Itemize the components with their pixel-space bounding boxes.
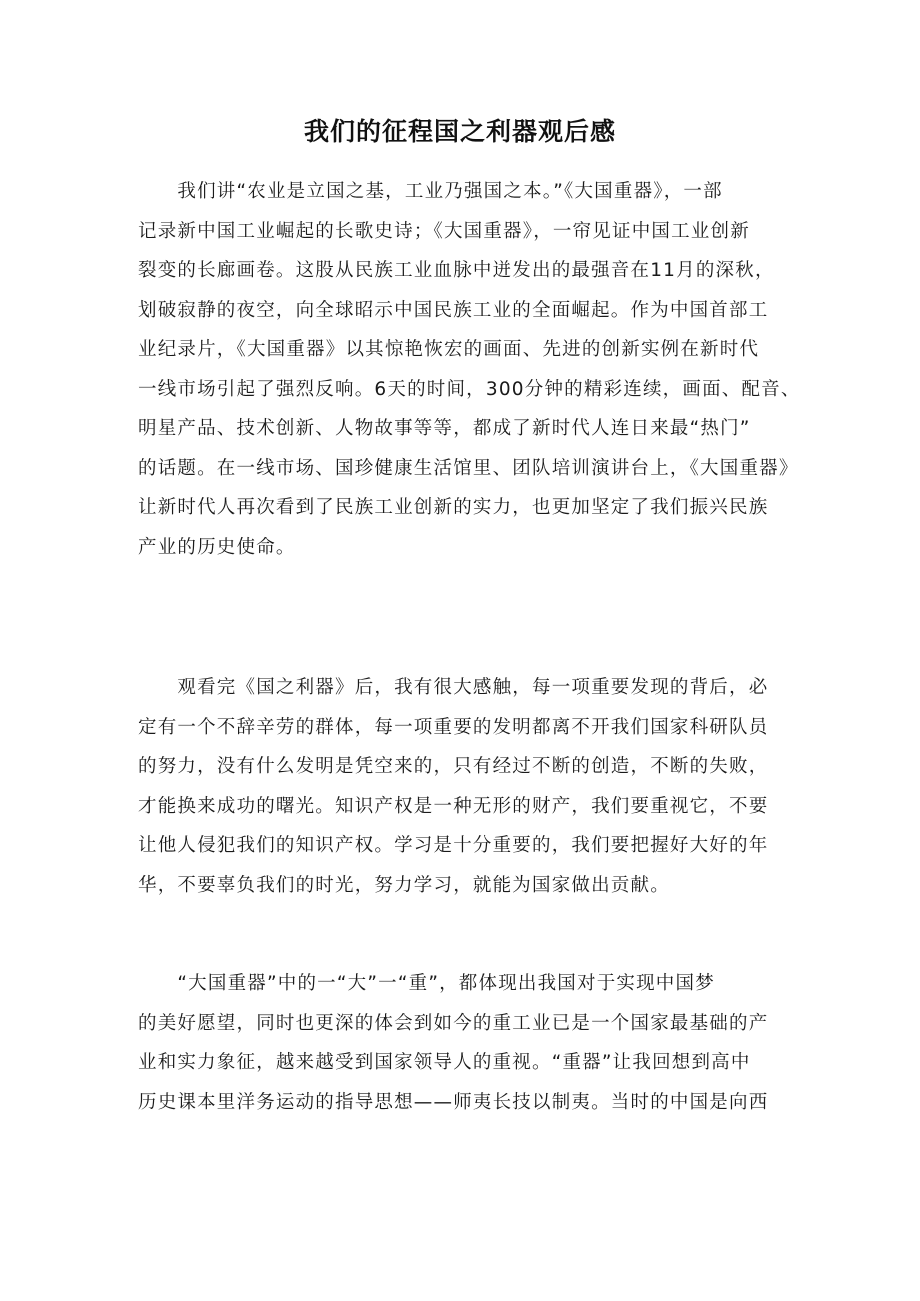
paragraph-line: 观看完《国之利器》后，我有很大感触，每一项重要发现的背后，必	[138, 677, 769, 698]
paragraph-line: 的美好愿望，同时也更深的体会到如今的重工业已是一个国家最基础的产	[138, 1012, 769, 1034]
paragraph-line: 裂变的长廊画卷。这股从民族工业血脉中迸发出的最强音在11月的深秋，	[138, 260, 775, 281]
paragraph-line: 的话题。在一线市场、国珍健康生活馆里、团队培训演讲台上，《大国重器》	[138, 457, 799, 479]
paragraph-line: 产业的历史使命。	[138, 536, 296, 558]
paragraph-line: “大国重器”中的一“大”一“重”，都体现出我国对于实现中国梦	[138, 973, 715, 994]
paragraph-line: 让他人侵犯我们的知识产权。学习是十分重要的，我们要把握好大好的年	[138, 835, 769, 856]
paragraph-line: 的努力，没有什么发明是凭空来的，只有经过不断的创造，不断的失败，	[138, 756, 769, 777]
paragraph-2	[138, 668, 786, 905]
paragraph-line: 一线市场引起了强烈反响。6天的时间，300分钟的精彩连续，画面、配音、	[138, 378, 801, 400]
paragraph-line: 让新时代人再次看到了民族工业创新的实力，也更加坚定了我们振兴民族	[138, 497, 769, 518]
paragraph-line: 记录新中国工业崛起的长歌史诗；《大国重器》，一帘见证中国工业创新	[138, 220, 750, 242]
paragraph-line: 才能换来成功的曙光。知识产权是一种无形的财产，我们要重视它，不要	[138, 795, 769, 817]
paragraph-1	[138, 172, 801, 567]
document-title: 我们的征程国之利器观后感	[303, 117, 616, 146]
paragraph-line: 业和实力象征，越来越受到国家领导人的重视。“重器”让我回想到高中	[138, 1052, 751, 1073]
paragraph-line: 业纪录片，《大国重器》以其惊艳恢宏的画面、先进的创新实例在新时代	[138, 339, 760, 360]
paragraph-line: 划破寂静的夜空，向全球昭示中国民族工业的全面崛起。作为中国首部工	[138, 299, 769, 321]
paragraph-line: 定有一个不辞辛劳的群体，每一项重要的发明都离不开我们国家科研队员	[138, 716, 769, 738]
paragraph-line: 明星产品、技术创新、人物故事等等，都成了新时代人连日来最“热门”	[138, 418, 751, 439]
paragraph-line: 华，不要辜负我们的时光，努力学习，就能为国家做出贡献。	[138, 874, 670, 896]
paragraph-line: 历史课本里洋务运动的指导思想——师夷长技以制夷。当时的中国是向西	[138, 1091, 769, 1113]
paragraph-line: 我们讲“农业是立国之基，工业乃强国之本。”《大国重器》，一部	[138, 181, 723, 202]
paragraph-3	[138, 964, 786, 1122]
